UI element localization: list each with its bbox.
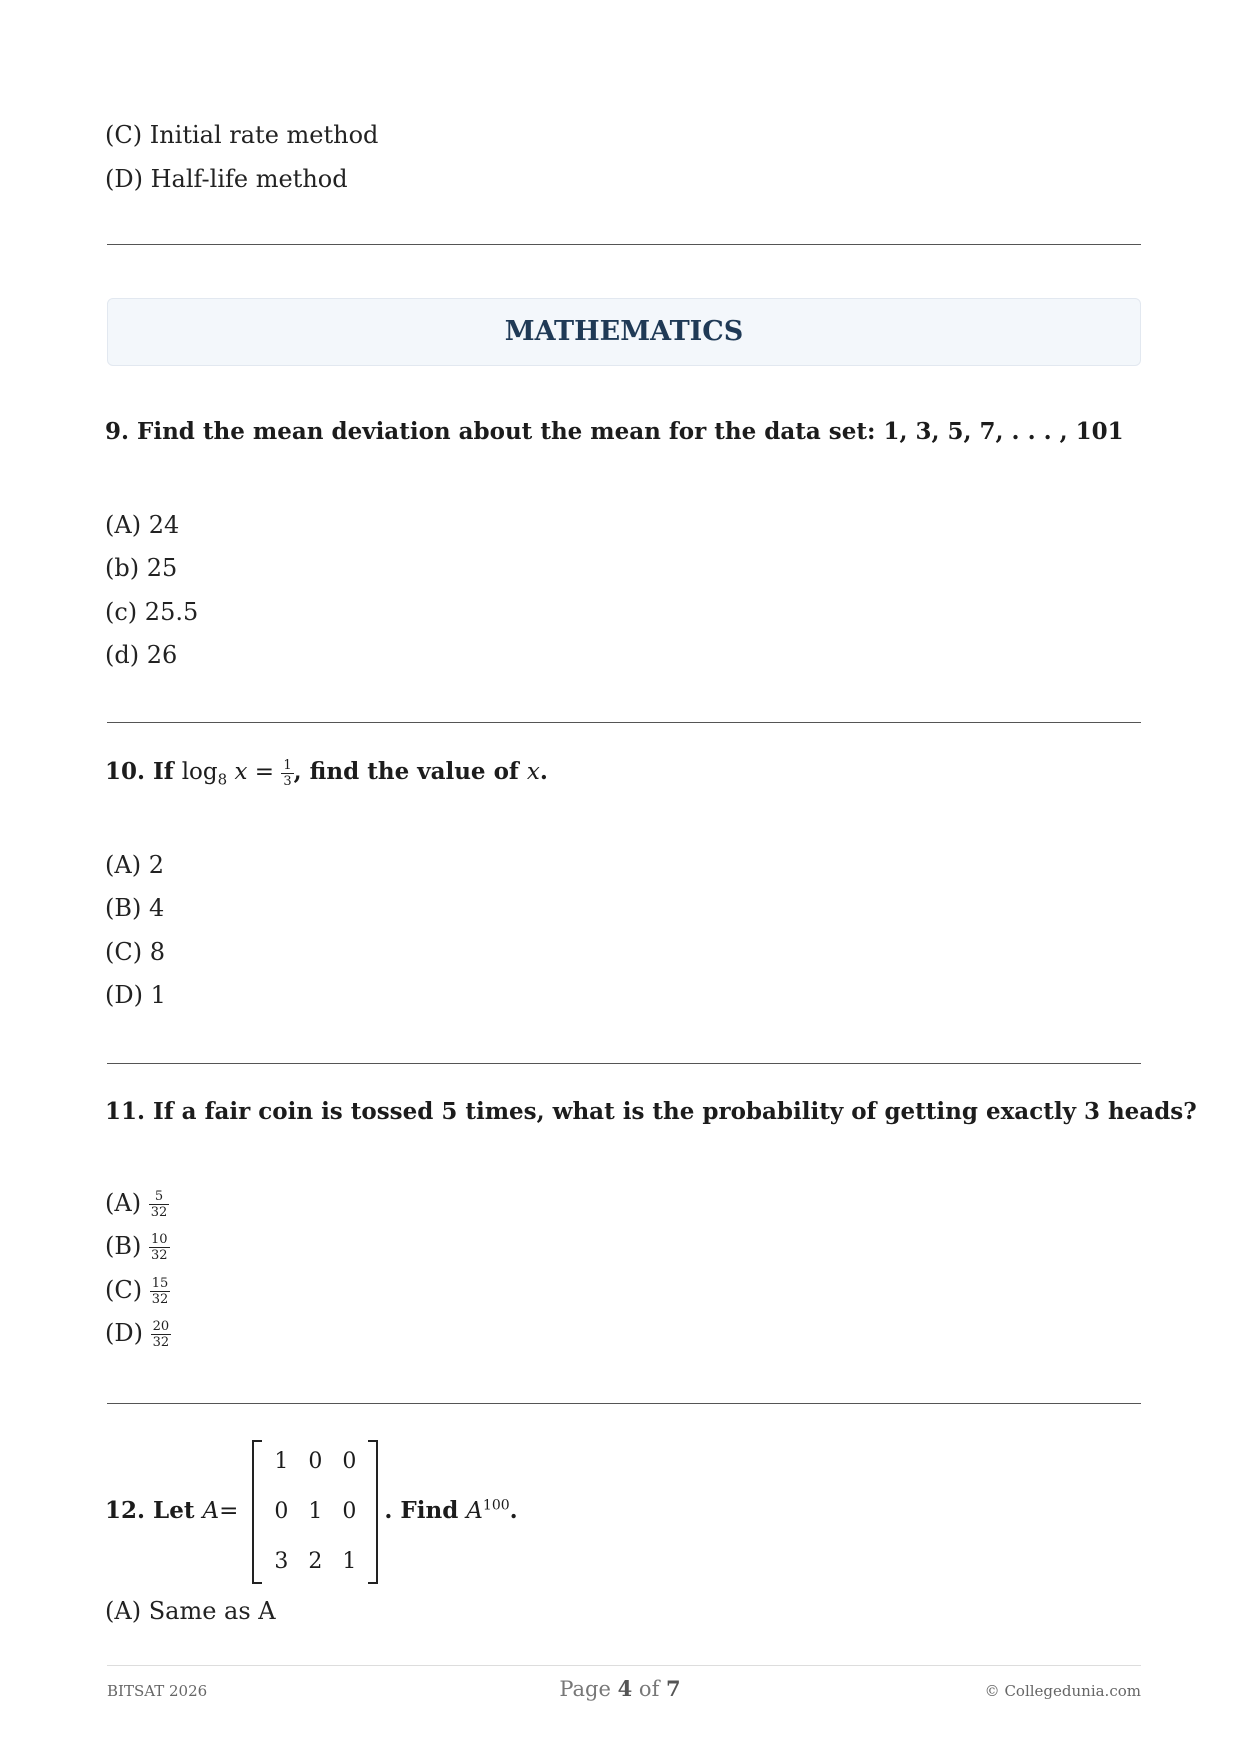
divider bbox=[107, 1403, 1141, 1404]
question-10-prefix: 10. If bbox=[105, 758, 174, 785]
matrix-cell: 0 bbox=[274, 1499, 289, 1524]
option-fraction bbox=[150, 1277, 171, 1306]
fraction-numerator: 10 bbox=[151, 1232, 168, 1247]
footer-exam-name: BITSAT 2026 bbox=[107, 1682, 208, 1700]
matrix-cell: 1 bbox=[308, 1499, 323, 1524]
q12-option-a: (A) Same as A bbox=[105, 1597, 276, 1625]
option-label: (D) bbox=[105, 1319, 143, 1347]
divider bbox=[107, 722, 1141, 723]
page-total: 7 bbox=[666, 1676, 681, 1701]
footer-copyright: © Collegedunia.com bbox=[984, 1682, 1141, 1700]
fraction-denominator: 3 bbox=[283, 773, 292, 789]
q11-option-a bbox=[105, 1188, 169, 1219]
question-11: 11. If a fair coin is tossed 5 times, what is the probability of getting exactly 3 heads? bbox=[105, 1098, 1197, 1125]
option-label: (A) bbox=[105, 1189, 142, 1217]
option-fraction bbox=[149, 1190, 170, 1219]
question-12-suffix: . Find bbox=[384, 1497, 459, 1524]
matrix-cell: 3 bbox=[274, 1549, 289, 1574]
q11-option-c bbox=[105, 1275, 170, 1306]
fraction-one-third bbox=[281, 759, 293, 788]
period: . bbox=[539, 758, 548, 785]
option-label: (B) bbox=[105, 1232, 142, 1260]
matrix-a bbox=[252, 1440, 378, 1584]
q10-option-d: (D) 1 bbox=[105, 981, 166, 1009]
variable-a: A bbox=[466, 1498, 483, 1524]
question-10-suffix: , find the value of bbox=[293, 758, 519, 785]
option-fraction bbox=[149, 1233, 170, 1262]
fraction-numerator: 1 bbox=[283, 757, 292, 773]
matrix-cell: 1 bbox=[342, 1549, 357, 1574]
page-label: Page bbox=[559, 1677, 611, 1701]
option-d: (D) Half-life method bbox=[105, 165, 348, 193]
q11-option-d bbox=[105, 1318, 171, 1349]
matrix-cell: 2 bbox=[308, 1549, 323, 1574]
matrix-cell: 0 bbox=[342, 1449, 357, 1474]
option-c: (C) Initial rate method bbox=[105, 121, 379, 149]
question-9-text: 9. Find the mean deviation about the mean for the data set: bbox=[105, 418, 876, 445]
fraction-denominator: 32 bbox=[152, 1335, 170, 1350]
fraction-numerator: 15 bbox=[151, 1276, 169, 1291]
log-expression bbox=[181, 757, 294, 789]
equals-sign: = bbox=[254, 759, 275, 785]
question-9-data-set: 1, 3, 5, 7, . . . , 101 bbox=[883, 418, 1124, 445]
matrix-cell: 0 bbox=[342, 1499, 357, 1524]
q9-option-d: (d) 26 bbox=[105, 641, 178, 669]
section-header bbox=[107, 298, 1141, 366]
q9-option-b: (b) 25 bbox=[105, 554, 178, 582]
q10-option-c: (C) 8 bbox=[105, 938, 165, 966]
matrix-cell: 1 bbox=[274, 1449, 289, 1474]
log-base: 8 bbox=[217, 770, 228, 789]
page-of: of bbox=[638, 1677, 660, 1701]
option-fraction bbox=[151, 1320, 172, 1349]
equals-sign: = bbox=[219, 1498, 239, 1524]
option-label: (C) bbox=[105, 1276, 143, 1304]
log-label: log bbox=[181, 759, 218, 785]
fraction-numerator: 5 bbox=[149, 1190, 170, 1205]
fraction-denominator: 32 bbox=[150, 1205, 168, 1220]
fraction-denominator: 32 bbox=[151, 1248, 168, 1263]
variable-x: x bbox=[234, 759, 248, 785]
q11-option-b bbox=[105, 1231, 170, 1262]
q10-option-b: (B) 4 bbox=[105, 894, 165, 922]
q10-option-a: (A) 2 bbox=[105, 851, 164, 879]
variable-a: A bbox=[202, 1498, 220, 1524]
divider bbox=[107, 1063, 1141, 1064]
q9-option-c: (c) 25.5 bbox=[105, 598, 199, 626]
section-title: MATHEMATICS bbox=[504, 316, 744, 347]
question-9 bbox=[105, 416, 1124, 448]
exponent: 100 bbox=[482, 1497, 510, 1514]
footer-divider bbox=[107, 1665, 1141, 1666]
divider bbox=[107, 244, 1141, 245]
fraction-denominator: 32 bbox=[151, 1292, 169, 1307]
period: . bbox=[509, 1497, 518, 1524]
question-10 bbox=[105, 756, 548, 796]
question-12 bbox=[105, 1440, 518, 1584]
page-current: 4 bbox=[617, 1676, 633, 1701]
question-12-prefix: 12. Let bbox=[105, 1497, 195, 1524]
q9-option-a: (A) 24 bbox=[105, 511, 180, 539]
matrix-grid bbox=[252, 1440, 378, 1584]
fraction-numerator: 20 bbox=[152, 1319, 170, 1334]
matrix-cell: 0 bbox=[308, 1449, 323, 1474]
variable-x: x bbox=[526, 759, 540, 785]
